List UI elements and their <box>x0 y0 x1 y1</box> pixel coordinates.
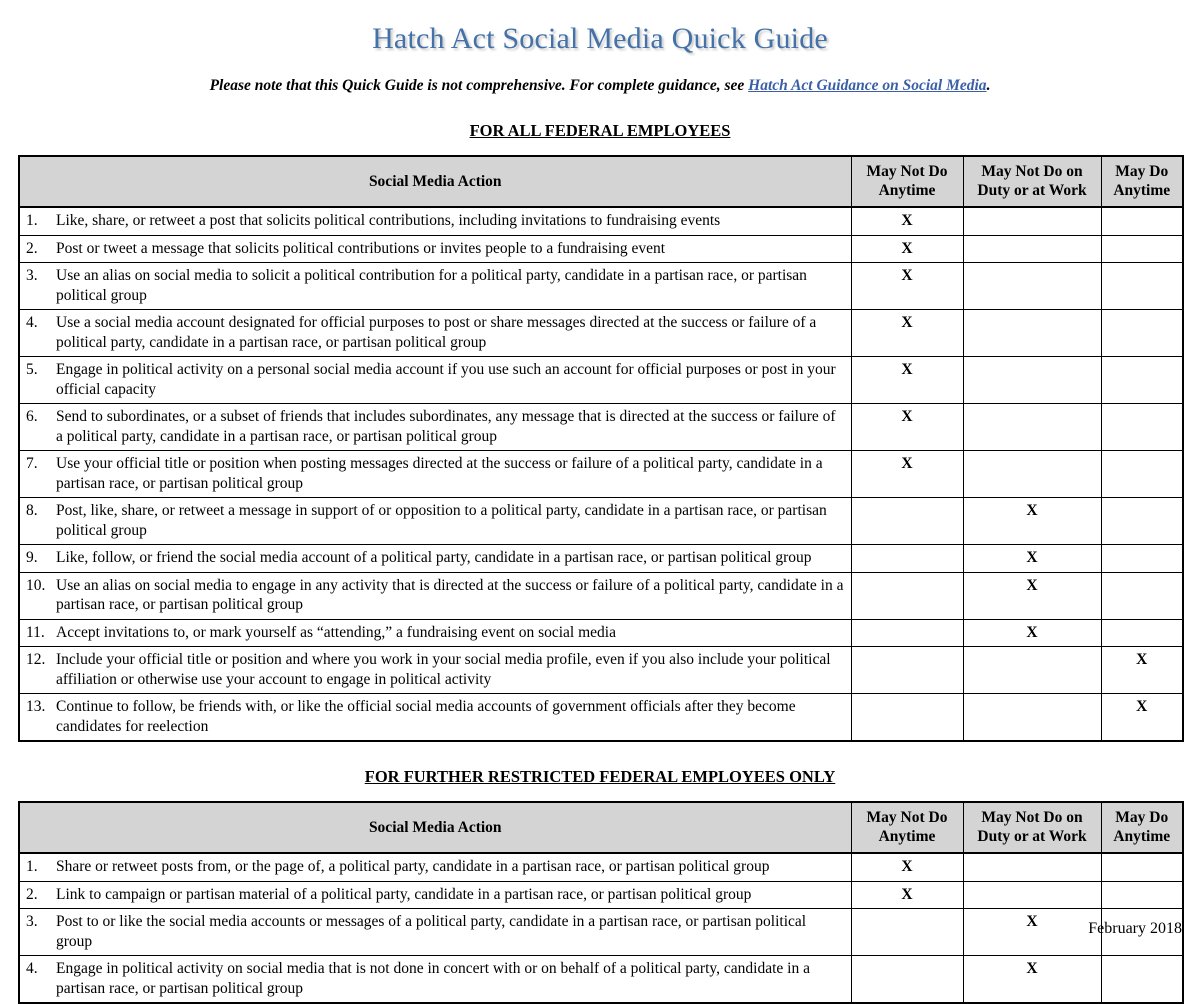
column-header-action: Social Media Action <box>19 802 851 853</box>
mark-cell-may-do-anytime <box>1101 451 1183 498</box>
mark-cell-may-not-do-anytime <box>851 498 963 545</box>
mark-cell-may-not-do-on-duty <box>963 207 1101 235</box>
column-header-may-not-do-anytime: May Not Do Anytime <box>851 802 963 853</box>
row-number: 11. <box>26 623 45 641</box>
table-row <box>19 263 1183 310</box>
mark-cell-may-do-anytime <box>1101 572 1183 619</box>
mark-cell-may-not-do-anytime: X <box>851 207 963 235</box>
row-number: 6. <box>26 408 38 425</box>
row-number: 3. <box>26 267 38 284</box>
column-header-may-do-anytime: May Do Anytime <box>1101 156 1183 207</box>
mark-cell-may-do-anytime <box>1101 357 1183 404</box>
action-cell <box>19 404 851 451</box>
table-row <box>19 498 1183 545</box>
row-action-text: Post, like, share, or retweet a message in support of or opposition to a political party, candidate in a partisan race, or partisan political group <box>56 502 827 539</box>
mark-cell-may-not-do-on-duty <box>963 357 1101 404</box>
action-cell <box>19 357 851 404</box>
row-action-text: Like, follow, or friend the social media account of a political party, candidate in a partisan race, or partisan political group <box>56 549 812 566</box>
row-action-text: Use a social media account designated for official purposes to post or share messages directed at the success or failure of a political party, candidate in a partisan race, or partisan political group <box>56 314 817 351</box>
row-number: 7. <box>26 455 38 472</box>
mark-cell-may-not-do-on-duty <box>963 404 1101 451</box>
row-action-text: Use an alias on social media to solicit a political contribution for a political party, candidate in a partisan race, or partisan political group <box>56 267 807 304</box>
mark-cell-may-not-do-anytime <box>851 956 963 1004</box>
table-row <box>19 545 1183 573</box>
mark-cell-may-do-anytime <box>1101 619 1183 647</box>
action-cell <box>19 572 851 619</box>
mark-cell-may-not-do-on-duty: X <box>963 909 1101 956</box>
action-cell <box>19 619 851 647</box>
table-row <box>19 572 1183 619</box>
section-heading <box>18 767 1182 787</box>
row-number: 1. <box>26 858 38 875</box>
action-cell <box>19 853 851 881</box>
sections-container <box>18 121 1182 1004</box>
footer-date: February 2018 <box>1088 920 1182 937</box>
subtitle-note <box>18 76 1182 96</box>
row-action-text: Engage in political activity on a personal social media account if you use such an account for official purposes or post in your official capacity <box>56 361 836 398</box>
row-number: 4. <box>26 314 38 331</box>
subtitle-text-before: Please note that this Quick Guide is not comprehensive. For complete guidance, see <box>209 77 749 94</box>
column-header-may-not-do-on-duty: May Not Do on Duty or at Work <box>963 802 1101 853</box>
column-header-may-do-anytime: May Do Anytime <box>1101 802 1183 853</box>
action-cell <box>19 498 851 545</box>
action-cell <box>19 207 851 235</box>
guide-table <box>18 155 1184 742</box>
mark-cell-may-do-anytime <box>1101 207 1183 235</box>
action-cell <box>19 263 851 310</box>
table-header-row <box>19 156 1183 207</box>
mark-cell-may-do-anytime <box>1101 853 1183 881</box>
row-number: 3. <box>26 913 38 930</box>
row-action-text: Share or retweet posts from, or the page of, a political party, candidate in a partisan race, or partisan political group <box>56 858 770 875</box>
section-heading <box>18 121 1182 141</box>
table-row <box>19 694 1183 742</box>
row-number: 2. <box>26 885 38 903</box>
mark-cell-may-do-anytime <box>1101 404 1183 451</box>
action-cell <box>19 647 851 694</box>
column-header-may-not-do-anytime: May Not Do Anytime <box>851 156 963 207</box>
mark-cell-may-do-anytime <box>1101 881 1183 909</box>
mark-cell-may-not-do-on-duty: X <box>963 498 1101 545</box>
mark-cell-may-not-do-anytime: X <box>851 235 963 263</box>
table-row <box>19 956 1183 1004</box>
mark-cell-may-do-anytime <box>1101 235 1183 263</box>
mark-cell-may-not-do-on-duty <box>963 263 1101 310</box>
table-row <box>19 881 1183 909</box>
section-heading-text: FOR FURTHER RESTRICTED FEDERAL EMPLOYEES ONLY <box>364 767 836 786</box>
mark-cell-may-not-do-anytime: X <box>851 404 963 451</box>
guide-table <box>18 801 1184 1004</box>
mark-cell-may-not-do-anytime <box>851 545 963 573</box>
mark-cell-may-not-do-anytime: X <box>851 881 963 909</box>
row-number: 4. <box>26 960 38 977</box>
table-row <box>19 310 1183 357</box>
mark-cell-may-not-do-on-duty <box>963 694 1101 742</box>
mark-cell-may-not-do-on-duty: X <box>963 619 1101 647</box>
subtitle-text-after: . <box>986 77 991 94</box>
row-number: 8. <box>26 502 38 519</box>
column-header-may-not-do-on-duty: May Not Do on Duty or at Work <box>963 156 1101 207</box>
mark-cell-may-not-do-anytime: X <box>851 357 963 404</box>
column-header-action: Social Media Action <box>19 156 851 207</box>
mark-cell-may-not-do-on-duty: X <box>963 572 1101 619</box>
mark-cell-may-not-do-anytime <box>851 572 963 619</box>
mark-cell-may-do-anytime <box>1101 310 1183 357</box>
table-row <box>19 853 1183 881</box>
mark-cell-may-not-do-anytime <box>851 909 963 956</box>
action-cell <box>19 956 851 1004</box>
mark-cell-may-not-do-anytime: X <box>851 853 963 881</box>
page-title: Hatch Act Social Media Quick Guide <box>372 22 828 55</box>
mark-cell-may-not-do-anytime: X <box>851 263 963 310</box>
row-action-text: Like, share, or retweet a post that solicits political contributions, including invitations to fundraising events <box>56 212 721 229</box>
mark-cell-may-do-anytime <box>1101 498 1183 545</box>
row-action-text: Link to campaign or partisan material of a political party, candidate in a partisan race, or partisan political group <box>56 885 752 903</box>
mark-cell-may-not-do-anytime: X <box>851 310 963 357</box>
table-row <box>19 357 1183 404</box>
row-number: 2. <box>26 239 38 257</box>
row-action-text: Include your official title or position and where you work in your social media profile, even if you also include your political affiliation or otherwise use your account to engage in political activity <box>56 651 831 688</box>
mark-cell-may-do-anytime <box>1101 263 1183 310</box>
mark-cell-may-do-anytime: X <box>1101 694 1183 742</box>
action-cell <box>19 545 851 573</box>
mark-cell-may-do-anytime <box>1101 545 1183 573</box>
row-action-text: Send to subordinates, or a subset of friends that includes subordinates, any message that is directed at the success or failure of a political party, candidate in a partisan race, or partisan political group <box>56 408 836 445</box>
mark-cell-may-not-do-anytime: X <box>851 451 963 498</box>
row-number: 13. <box>26 698 46 715</box>
row-action-text: Accept invitations to, or mark yourself as “attending,” a fundraising event on social media <box>56 623 616 641</box>
mark-cell-may-do-anytime <box>1101 956 1183 1004</box>
mark-cell-may-not-do-on-duty <box>963 451 1101 498</box>
table-row <box>19 235 1183 263</box>
action-cell <box>19 310 851 357</box>
table-row <box>19 404 1183 451</box>
mark-cell-may-not-do-anytime <box>851 694 963 742</box>
action-cell <box>19 909 851 956</box>
row-action-text: Post or tweet a message that solicits political contributions or invites people to a fundraising event <box>56 239 666 257</box>
action-cell <box>19 694 851 742</box>
row-number: 10. <box>26 576 46 594</box>
mark-cell-may-not-do-on-duty <box>963 853 1101 881</box>
action-cell <box>19 235 851 263</box>
row-number: 9. <box>26 549 38 566</box>
mark-cell-may-not-do-on-duty <box>963 647 1101 694</box>
table-row <box>19 619 1183 647</box>
table-row <box>19 647 1183 694</box>
action-cell <box>19 881 851 909</box>
row-number: 1. <box>26 212 38 229</box>
row-number: 12. <box>26 651 46 668</box>
mark-cell-may-not-do-on-duty: X <box>963 545 1101 573</box>
mark-cell-may-not-do-on-duty <box>963 310 1101 357</box>
row-action-text: Engage in political activity on social media that is not done in concert with or on behalf of a political party, candidate in a partisan race, or partisan political group <box>56 960 810 997</box>
section-heading-text: FOR ALL FEDERAL EMPLOYEES <box>469 121 731 140</box>
hatch-act-guidance-link[interactable]: Hatch Act Guidance on Social Media <box>748 77 987 94</box>
row-action-text: Post to or like the social media accounts or messages of a political party, candidate in a partisan race, or partisan political group <box>56 913 807 950</box>
mark-cell-may-not-do-on-duty <box>963 881 1101 909</box>
document-page <box>0 22 1200 997</box>
mark-cell-may-do-anytime: X <box>1101 647 1183 694</box>
action-cell <box>19 451 851 498</box>
table-row <box>19 451 1183 498</box>
mark-cell-may-not-do-anytime <box>851 619 963 647</box>
mark-cell-may-not-do-on-duty <box>963 235 1101 263</box>
table-row <box>19 207 1183 235</box>
row-action-text: Continue to follow, be friends with, or like the official social media accounts of government officials after they become candidates for reelection <box>56 698 796 735</box>
row-action-text: Use an alias on social media to engage in any activity that is directed at the success or failure of a political party, candidate in a partisan race, or partisan political group <box>56 576 844 613</box>
mark-cell-may-not-do-anytime <box>851 647 963 694</box>
mark-cell-may-not-do-on-duty: X <box>963 956 1101 1004</box>
row-action-text: Use your official title or position when posting messages directed at the success or failure of a political party, candidate in a partisan race, or partisan political group <box>56 455 823 492</box>
table-header-row <box>19 802 1183 853</box>
table-row <box>19 909 1183 956</box>
row-number: 5. <box>26 361 38 378</box>
